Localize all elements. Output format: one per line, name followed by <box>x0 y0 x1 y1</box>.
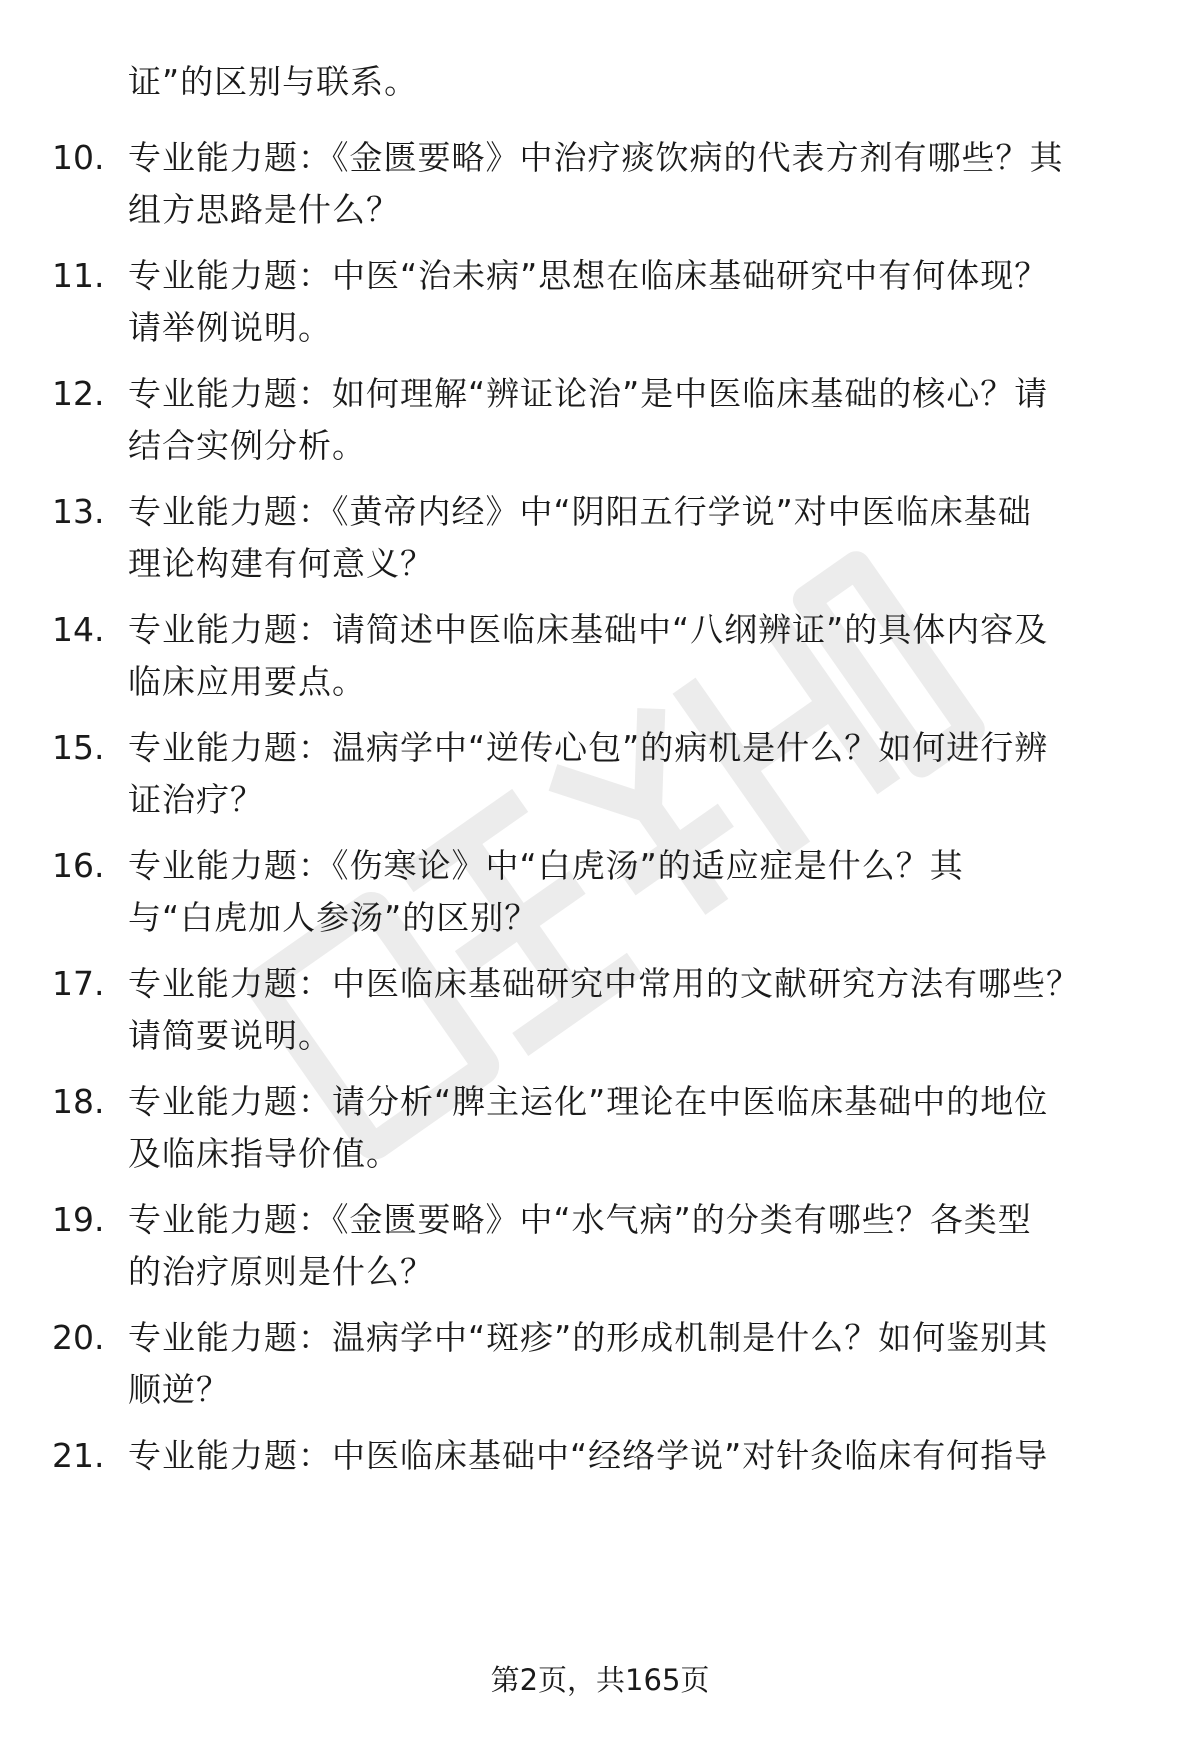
question-number: 18. <box>52 1082 105 1121</box>
question-line: 的治疗原则是什么？ <box>128 1252 434 1291</box>
question-line: 专业能力题：《金匮要略》中治疗痰饮病的代表方剂有哪些？其 <box>128 138 1064 177</box>
question-text <box>128 722 1140 826</box>
question-line: 专业能力题：请简述中医临床基础中“八纲辨证”的具体内容及 <box>128 610 1049 649</box>
page-footer: 第2页，共165页 <box>490 1663 710 1697</box>
question-line: 专业能力题：如何理解“辨证论治”是中医临床基础的核心？请 <box>128 374 1049 413</box>
question-number: 12. <box>52 374 105 413</box>
question-text <box>128 1312 1140 1416</box>
question-text <box>128 132 1140 236</box>
question-line: 专业能力题：请分析“脾主运化”理论在中医临床基础中的地位 <box>128 1082 1049 1121</box>
question-line: 及临床指导价值。 <box>128 1134 400 1173</box>
question-number: 15. <box>52 728 105 767</box>
continuation-line: 证”的区别与联系。 <box>128 62 419 101</box>
question-line: 专业能力题：《黄帝内经》中“阴阳五行学说”对中医临床基础 <box>128 492 1032 531</box>
question-number: 14. <box>52 610 105 649</box>
question-line: 理论构建有何意义？ <box>128 544 434 583</box>
question-number: 16. <box>52 846 105 885</box>
question-line: 专业能力题：温病学中“逆传心包”的病机是什么？如何进行辨 <box>128 728 1049 767</box>
question-line: 请简要说明。 <box>128 1016 332 1055</box>
question-line: 证治疗？ <box>128 780 264 819</box>
question-text <box>128 1430 1140 1482</box>
question-number: 13. <box>52 492 105 531</box>
question-line: 专业能力题：温病学中“斑疹”的形成机制是什么？如何鉴别其 <box>128 1318 1049 1357</box>
question-text <box>128 958 1140 1062</box>
question-text <box>128 604 1140 708</box>
question-line: 结合实例分析。 <box>128 426 366 465</box>
question-number: 19. <box>52 1200 105 1239</box>
question-line: 组方思路是什么？ <box>128 190 400 229</box>
question-line: 专业能力题：中医“治未病”思想在临床基础研究中有何体现？ <box>128 256 1049 295</box>
question-text <box>128 840 1140 944</box>
question-line: 临床应用要点。 <box>128 662 366 701</box>
question-text <box>128 250 1140 354</box>
question-line: 专业能力题：《金匮要略》中“水气病”的分类有哪些？各类型 <box>128 1200 1032 1239</box>
question-line: 专业能力题：中医临床基础中“经络学说”对针灸临床有何指导 <box>128 1436 1049 1475</box>
question-line: 顺逆？ <box>128 1370 230 1409</box>
question-line: 请举例说明。 <box>128 308 332 347</box>
question-line: 与“白虎加人参汤”的区别？ <box>128 898 539 937</box>
question-number: 17. <box>52 964 105 1003</box>
question-text <box>128 1076 1140 1180</box>
question-line: 专业能力题：中医临床基础研究中常用的文献研究方法有哪些？ <box>128 964 1080 1003</box>
question-number: 11. <box>52 256 105 295</box>
question-text <box>128 368 1140 472</box>
question-text <box>128 486 1140 590</box>
question-number: 10. <box>52 138 105 177</box>
question-number: 20. <box>52 1318 105 1357</box>
question-text <box>128 1194 1140 1298</box>
question-number: 21. <box>52 1436 105 1475</box>
question-line: 专业能力题：《伤寒论》中“白虎汤”的适应症是什么？其 <box>128 846 964 885</box>
